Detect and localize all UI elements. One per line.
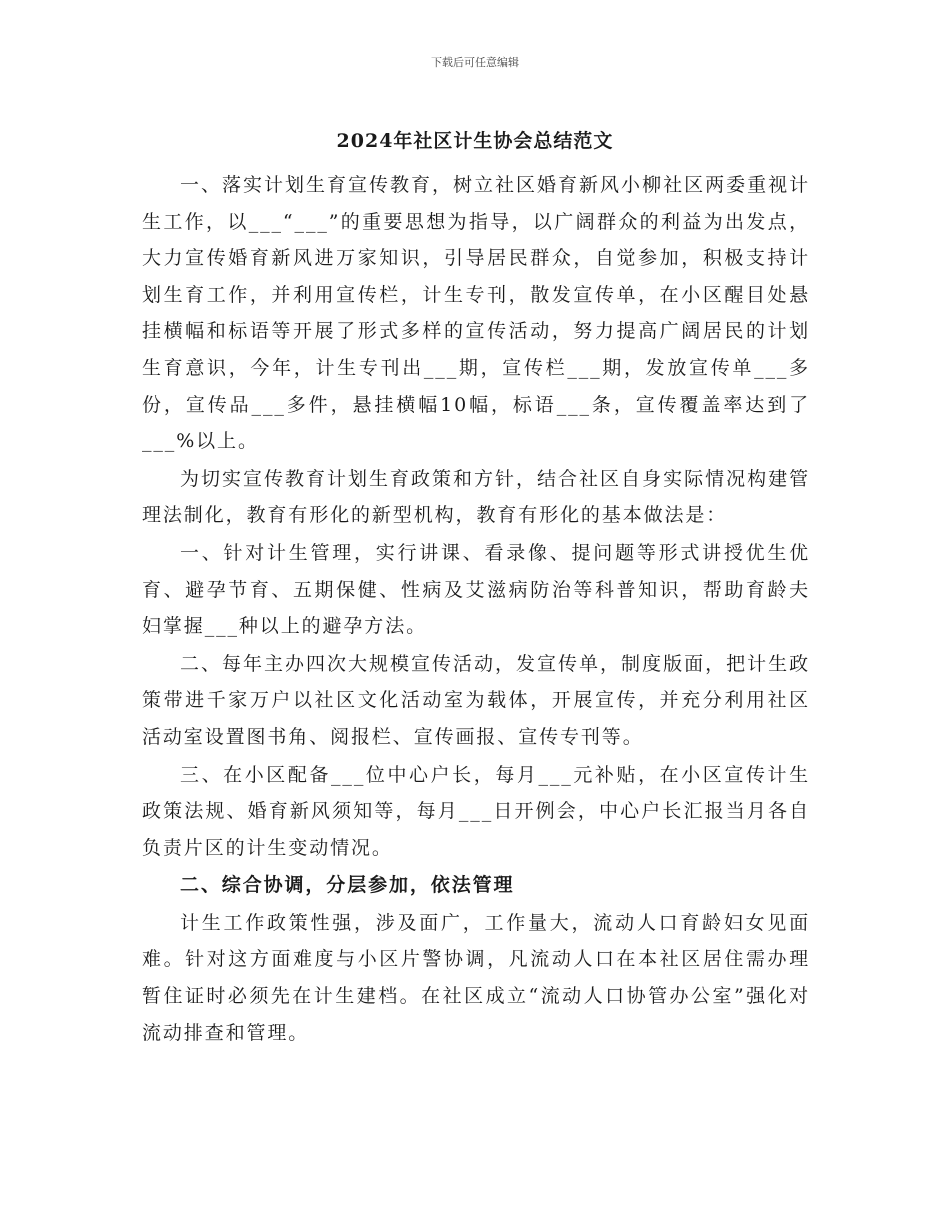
document-body bbox=[142, 167, 810, 1052]
header-note: 下载后可任意编辑 bbox=[431, 56, 519, 69]
paragraph-5: 三、在小区配备___位中心户长，每月___元补贴，在小区宣传计生政策法规、婚育新风须知等，每月___日开例会，中心户长汇报当月各自负责片区的计生变动情况。 bbox=[142, 763, 810, 859]
paragraph-6: 计生工作政策性强，涉及面广，工作量大，流动人口育龄妇女见面难。针对这方面难度与小区片警协调，凡流动人口在本社区居住需办理暂住证时必须先在计生建档。在社区成立“流动人口协管办公室”强化对流动排查和管理。 bbox=[142, 911, 810, 1044]
section-heading: 二、综合协调，分层参加，依法管理 bbox=[180, 874, 515, 897]
document-title: 2024年社区计生协会总结范文 bbox=[336, 130, 614, 152]
paragraph-3: 一、针对计生管理，实行讲课、看录像、提问题等形式讲授优生优育、避孕节育、五期保健、性病及艾滋病防治等科普知识，帮助育龄夫妇掌握___种以上的避孕方法。 bbox=[142, 541, 810, 638]
paragraph-2: 为切实宣传教育计划生育政策和方针，结合社区自身实际情况构建管理法制化，教育有形化的新型机构，教育有形化的基本做法是： bbox=[142, 467, 810, 527]
paragraph-1: 一、落实计划生育宣传教育，树立社区婚育新风小柳社区两委重视计生工作，以___“___”的重要思想为指导，以广阔群众的利益为出发点，大力宣传婚育新风进万家知识，引导居民群众，自觉参加，积极支持计划生育工作，并利用宣传栏，计生专刊，散发宣传单，在小区醒目处悬挂横幅和标语等开展了形式多样的宣传活动，努力提高广阔居民的计划生育意识，今年，计生专刊出___期，宣传栏___期，发放宣传单___多份，宣传品___多件，悬挂横幅10幅，标语___条，宣传覆盖率达到了___%以上。 bbox=[142, 174, 810, 453]
paragraph-4: 二、每年主办四次大规模宣传活动，发宣传单，制度版面，把计生政策带进千家万户以社区文化活动室为载体，开展宣传，并充分利用社区活动室设置图书角、阅报栏、宣传画报、宣传专刊等。 bbox=[142, 652, 810, 748]
